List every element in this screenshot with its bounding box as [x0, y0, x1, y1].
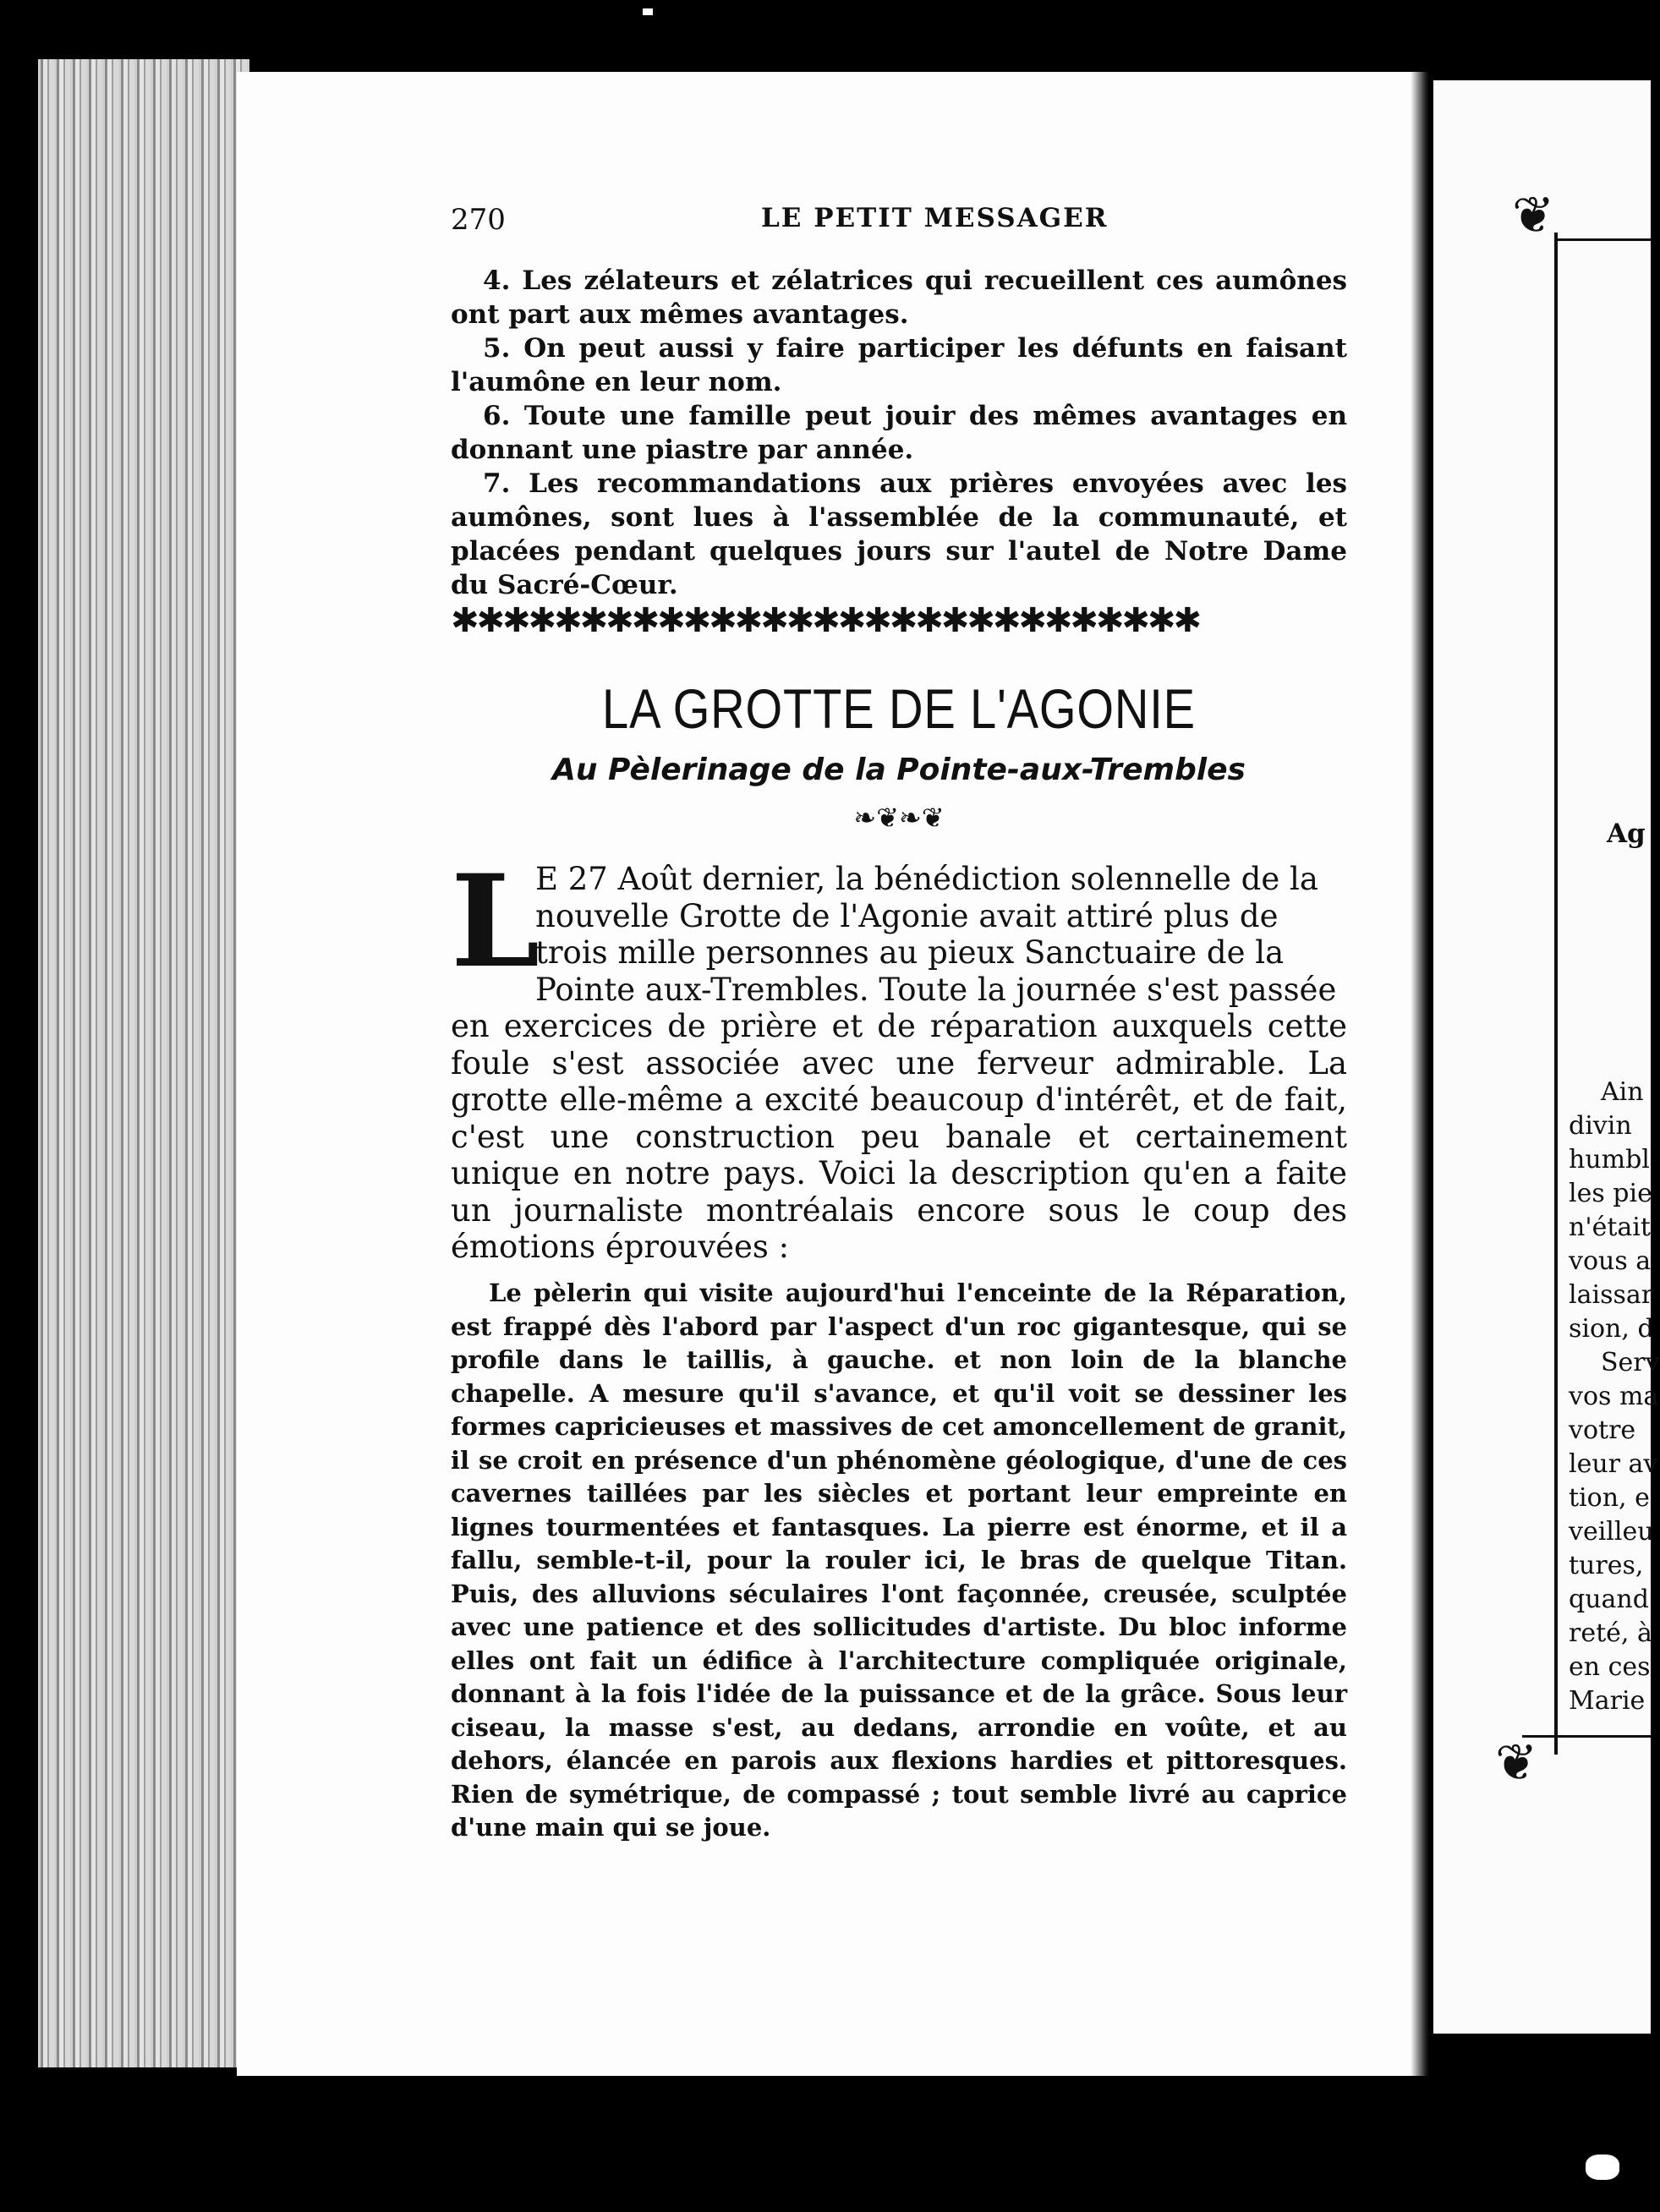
right-page-fragment: reté, à [1569, 1618, 1652, 1648]
right-page-fragment: vos ma [1569, 1382, 1659, 1411]
scan-speck [1586, 2155, 1619, 2180]
fleuron-ornament: ❧❦❧❦ [853, 802, 945, 834]
right-page-fragment: votre [1569, 1415, 1636, 1445]
article-quote: Le pèlerin qui visite aujourd'hui l'enceinte de la Réparation, est frappé dès l'abord par l'aspect d'un roc gigantesque, qui se profile dans le taillis, à gauche. et non loin de la blanche chapelle. A mesure qu'il s'avance, et qu'il voit se dessiner les formes capricieuses et massives de cet amoncellement de granit, il se croit en présence d'un phénomène géologique, d'une de ces cavernes taillées par les siècles et portant leur empreinte en lignes tourmentées et fantasques. La pierre est énorme, et il a fallu, semble-t-il, pour la rouler ici, le bras de quelque Titan. Puis, des alluvions séculaires l'ont façonnée, creusée, sculptée avec une patience et des sollicitudes d'artiste. Du bloc informe elles ont fait un édifice à l'architecture compliquée originale, donnant à la fois l'idée de la puissance et de la grâce. Sous leur ciseau, la masse s'est, au dedans, arrondie en voûte, et au dehors, élancée en parois aux flexions hardies et pittoresques. Rien de symétrique, de compassé ; tout semble livré au caprice d'une main qui se joue. [451, 1278, 1347, 1842]
article-intro [451, 847, 1347, 1266]
list-item: 5. On peut aussi y faire participer les défunts en faisant l'aumône en leur nom. [451, 333, 1347, 397]
right-page-heading-fragment: Ag [1607, 819, 1646, 849]
right-page-fragment: humbl [1569, 1145, 1650, 1174]
right-page [1433, 80, 1654, 2034]
right-page-fragment: Ain [1601, 1077, 1644, 1107]
book-gutter [1411, 72, 1429, 2076]
list-item: 6. Toute une famille peut jouir des mêmes avantages en donnant une piastre par année. [451, 401, 1347, 465]
intro-body: en exercices de prière et de réparation auxquels cette foule s'est associée avec une ferveur admirable. La grotte elle-même a excité beaucoup d'intérêt, et de fait, c'est une construction peu banale et certainement unique en notre pays. Voici la description qu'en a faite un journaliste montréalais encore sous le coup des émotions éprouvées : [451, 1008, 1347, 1265]
right-page-fragment: divin [1569, 1111, 1632, 1141]
right-page-fragment: sion, d [1569, 1314, 1654, 1344]
frame-line-vertical [1554, 233, 1558, 1755]
right-page-fragment: Marie [1569, 1686, 1646, 1716]
list-item: 7. Les recommandations aux prières envoyées avec les aumônes, sont lues à l'assemblée de la communauté, et placées pendant quelques jours sur l'autel de Notre Dame du Sacré-Cœur. [451, 468, 1347, 600]
article-title: LA GROTTE DE L'AGONIE [602, 677, 1196, 740]
frame-line-bottom [1522, 1735, 1651, 1738]
intro-line: Pointe aux-Trembles. Toute la journée s'est passée [535, 971, 1337, 1008]
right-page-fragment: quand [1569, 1585, 1649, 1614]
scan-speck [643, 8, 653, 15]
intro-line: nouvelle Grotte de l'Agonie avait attiré plus de [535, 897, 1279, 934]
right-page-fragment: leur av [1569, 1449, 1658, 1479]
right-page-fragment: laissar [1569, 1280, 1654, 1310]
drop-cap: L [451, 847, 540, 996]
right-page-fragment: les pie [1569, 1179, 1652, 1208]
list-item: 4. Les zélateurs et zélatrices qui recueillent ces aumônes ont part aux mêmes avantages. [451, 266, 1347, 330]
right-page-fragment: tion, e [1569, 1483, 1650, 1513]
right-page-fragment: tures, [1569, 1551, 1644, 1580]
vine-ornament-icon: ❦ [1495, 1733, 1538, 1793]
right-page-fragment: n'était [1569, 1213, 1651, 1242]
book-page-edges [38, 59, 249, 2067]
ornamental-divider: ✱✱✱✱✱✱✱✱✱✱✱✱✱✱✱✱✱✱✱✱✱✱✱✱✱✱✱✱✱ [451, 601, 1199, 640]
running-title: LE PETIT MESSAGER [761, 203, 1109, 233]
intro-line: trois mille personnes au pieux Sanctuaire de la [535, 934, 1285, 971]
right-page-fragment: vous a [1569, 1246, 1652, 1276]
page-number: 270 [451, 203, 506, 237]
right-page-fragment: veilleu [1569, 1517, 1654, 1547]
vine-ornament-icon: ❦ [1512, 186, 1555, 245]
frame-line-top [1554, 238, 1651, 241]
right-page-fragment: Serv [1601, 1348, 1660, 1377]
intro-line: E 27 Août dernier, la bénédiction solennelle de la [535, 861, 1318, 897]
article-subtitle: Au Pèlerinage de la Pointe-aux-Trembles [552, 753, 1246, 787]
right-page-fragment: en ces [1569, 1652, 1651, 1682]
